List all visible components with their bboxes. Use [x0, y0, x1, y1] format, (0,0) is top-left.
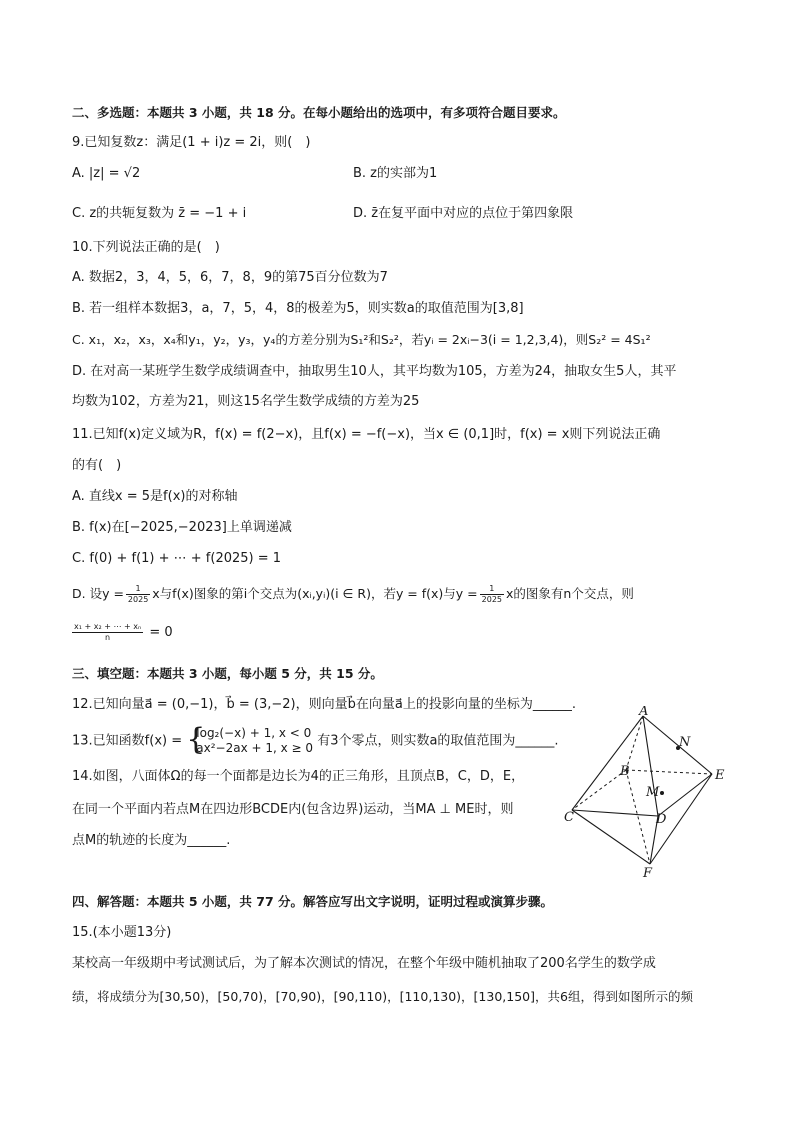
fraction-numerator: 1 — [126, 584, 150, 595]
section-fill-in-heading: 三、填空题：本题共 3 小题，每小题 5 分，共 15 分。 — [72, 666, 383, 681]
q11-d-equals-zero: = 0 — [149, 625, 173, 640]
edge-ad — [643, 716, 658, 816]
fraction-one-over-2025 — [126, 584, 150, 605]
question-10-stem: 10.下列说法正确的是( ) — [72, 240, 220, 255]
edge-de — [658, 774, 712, 816]
question-15-line1: 某校高一年级期中考试测试后，为了解本次测试的情况，在整个年级中随机抽取了200名学生的数学成 — [72, 956, 656, 971]
octahedron-figure — [560, 706, 740, 878]
question-10-option-a: A. 数据2，3，4，5，6，7，8，9的第75百分位数为7 — [72, 270, 388, 285]
question-9-stem: 9.已知复数z：满足(1 + i)z = 2i，则( ) — [72, 135, 311, 150]
label-f: F — [643, 866, 653, 878]
fraction-one-over-2025-second — [480, 584, 504, 605]
question-15-header: 15.(本小题13分) — [72, 925, 172, 940]
piecewise-function — [186, 722, 314, 757]
label-a: A — [639, 706, 649, 719]
section-answer-heading: 四、解答题：本题共 5 小题，共 77 分。解答应写出文字说明，证明过程或演算步骤。 — [72, 894, 554, 909]
q13-suffix: 有3个零点，则实数a的取值范围为______. — [317, 733, 559, 749]
question-14-line1: 14.如图，八面体Ω的每一个面都是边长为4的正三角形，且顶点B，C，D，E， — [72, 769, 525, 784]
q11-d-prefix: D. 设y = — [72, 586, 124, 601]
piecewise-row-2: ax²−2ax + 1, x ≥ 0 — [196, 741, 314, 755]
question-15-line2: 绩，将成绩分为[30,50)，[50,70)，[70,90)，[90,110)，[110,130)，[130,150]，共6组，得到如图所示的频 — [72, 989, 693, 1004]
q11-d-end: x的图象有n个交点，则 — [506, 586, 634, 601]
question-9-option-c: C. z的共轭复数为 z̄ = −1 + i — [72, 206, 247, 221]
question-9-option-d: D. z̄在复平面中对应的点位于第四象限 — [353, 206, 574, 221]
hidden-edge-ab — [626, 716, 643, 770]
question-14-line3: 点M的轨迹的长度为______. — [72, 833, 231, 848]
label-b: B — [620, 764, 630, 779]
question-12: 12.已知向量a⃗ = (0,−1)，b⃗ = (3,−2)，则向量b⃗在向量a⃗上的投影向量的坐标为______. — [72, 697, 576, 712]
point-m — [660, 791, 664, 795]
question-10-option-d-line2: 均数为102，方差为21，则这15名学生数学成绩的方差为25 — [72, 394, 420, 409]
fraction-denominator: 2025 — [481, 595, 503, 604]
question-9-option-a: A. |z| = √2 — [72, 166, 141, 181]
question-9-option-b: B. z的实部为1 — [353, 166, 438, 181]
question-11-option-b: B. f(x)在[−2025,−2023]上单调递减 — [72, 520, 292, 535]
q13-prefix: 13.已知函数f(x) = — [72, 733, 183, 749]
hidden-edge-bc — [572, 770, 626, 810]
section-multiple-choice-heading: 二、多选题：本题共 3 小题，共 18 分。在每小题给出的选项中，有多项符合题目要求。 — [72, 105, 566, 120]
question-14-line2: 在同一个平面内若点M在四边形BCDE内(包含边界)运动，当MA ⊥ ME时，则 — [72, 802, 514, 817]
q11-d-middle: x与f(x)图象的第i个交点为(xᵢ,yᵢ)(i ∈ R)，若y = f(x)与y = — [152, 586, 478, 601]
question-11-option-d-line1 — [72, 584, 634, 605]
question-13 — [72, 722, 559, 757]
question-10-option-c: C. x₁，x₂，x₃，x₄和y₁，y₂，y₃，y₄的方差分别为S₁²和S₂²，若yᵢ = 2xᵢ−3(i = 1,2,3,4)，则S₂² = 4S₁² — [72, 332, 651, 347]
label-m: M — [646, 785, 660, 800]
question-11-stem-line2: 的有( ) — [72, 458, 122, 473]
question-11-option-d-line2 — [72, 622, 173, 643]
brace-icon: { — [186, 722, 206, 757]
fraction-numerator: 1 — [480, 584, 504, 595]
label-d: D — [656, 812, 667, 827]
question-11-option-c: C. f(0) + f(1) + ⋯ + f(2025) = 1 — [72, 551, 282, 566]
question-10-option-d-line1: D. 在对高一某班学生数学成绩调查中，抽取男生10人，其平均数为105，方差为24，抽取女生5人，其平 — [72, 364, 677, 379]
hidden-edge-be — [626, 770, 712, 774]
piecewise-row-1: log₂(−x) + 1, x < 0 — [196, 726, 312, 740]
fraction-denominator: n — [105, 633, 111, 642]
edge-cd — [572, 810, 658, 816]
fraction-mean-of-x — [72, 622, 143, 643]
question-11-stem-line1: 11.已知f(x)定义域为R，f(x) = f(2−x)，且f(x) = −f(−x)，当x ∈ (0,1]时，f(x) = x则下列说法正确 — [72, 427, 661, 442]
fraction-numerator: x₁ + x₂ + ⋯ + xₙ — [74, 622, 142, 631]
label-c: C — [564, 810, 574, 825]
question-10-option-b: B. 若一组样本数据3，a，7，5，4，8的极差为5，则实数a的取值范围为[3,8] — [72, 301, 524, 316]
edge-ae — [643, 716, 712, 774]
label-e: E — [715, 768, 725, 783]
label-n: N — [679, 735, 691, 750]
question-11-option-a: A. 直线x = 5是f(x)的对称轴 — [72, 489, 238, 504]
fraction-denominator: 2025 — [127, 595, 149, 604]
